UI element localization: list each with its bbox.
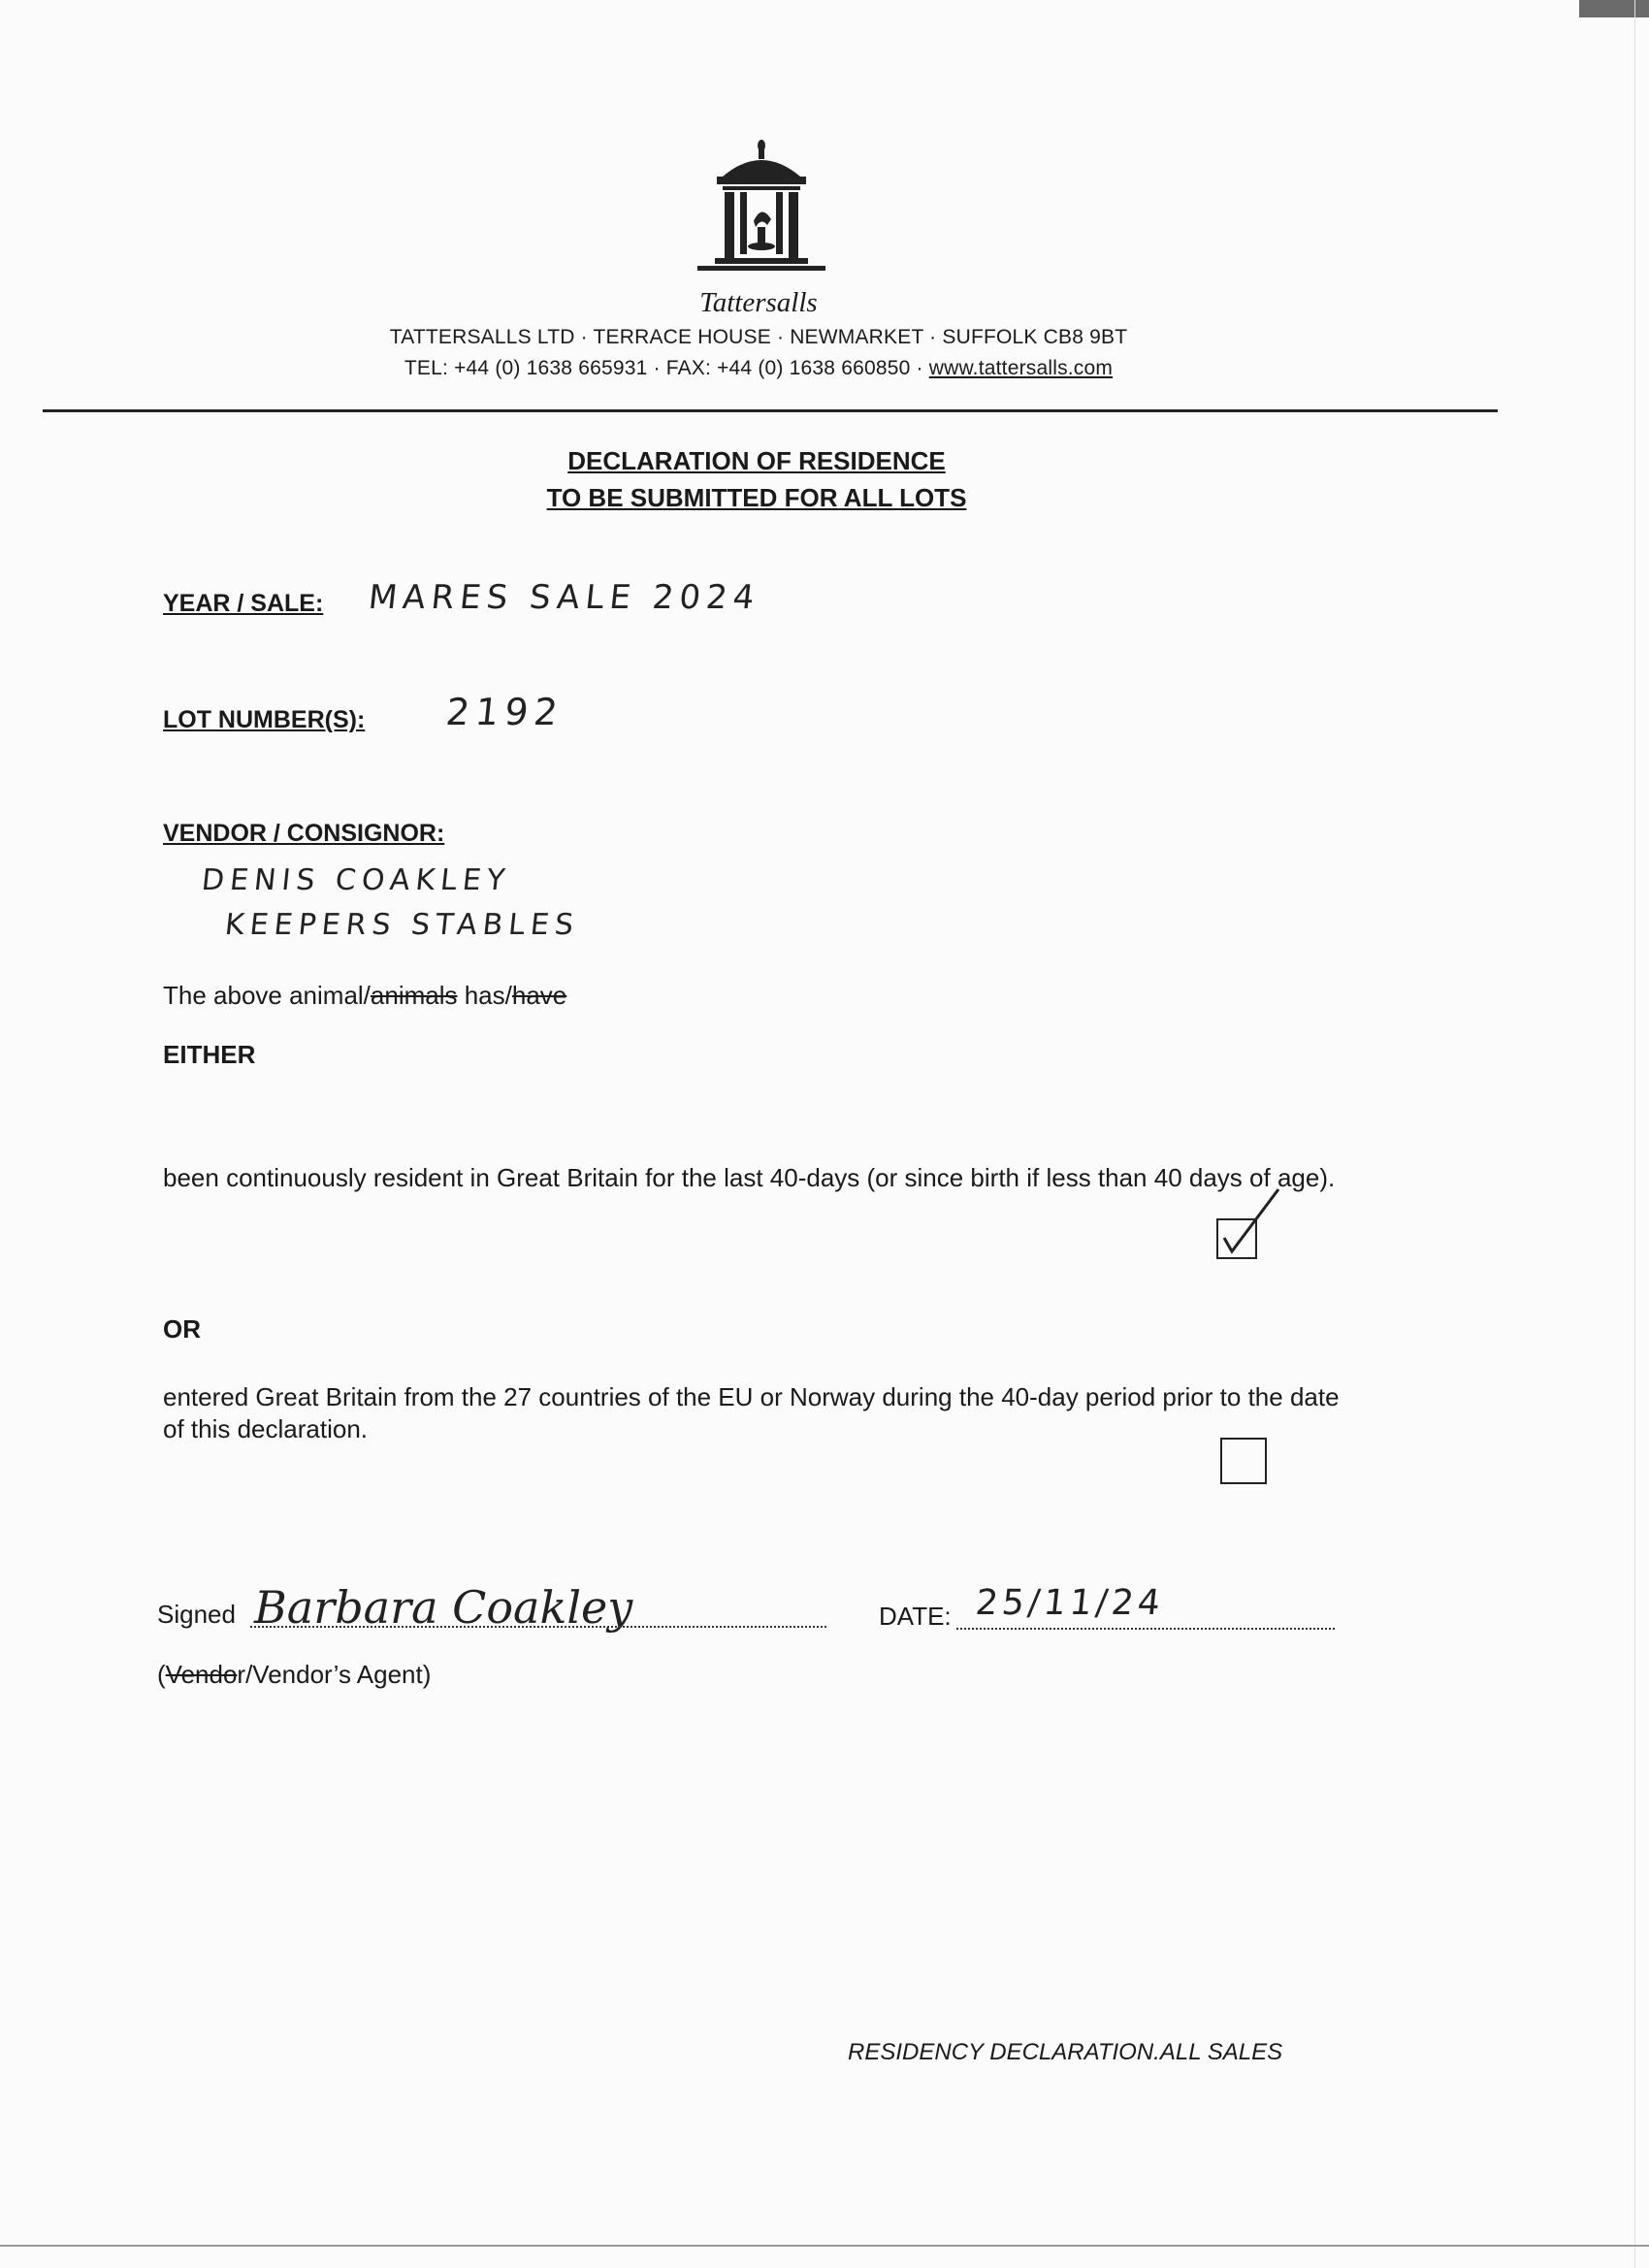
date-value[interactable]: 25/11/24 xyxy=(973,1583,1166,1623)
signature[interactable]: Barbara Coakley xyxy=(254,1581,633,1634)
intro-strike-animals: animals xyxy=(370,981,458,1010)
intro-text-b: has/ xyxy=(457,981,512,1010)
date-label: DATE: xyxy=(879,1602,952,1631)
address-line: TATTERSALLS LTD · TERRACE HOUSE · NEWMARKET · SUFFOLK CB8 9BT xyxy=(389,326,1128,348)
either-heading: EITHER xyxy=(163,1040,256,1069)
checkmark-icon xyxy=(1214,1187,1292,1255)
scan-edge-bottom xyxy=(0,2245,1649,2247)
option-1-text: been continuously resident in Great Britain for the last 40-days (or since birth if less than 40 days of age). xyxy=(163,1163,1336,1192)
header-divider xyxy=(43,409,1498,412)
scan-corner xyxy=(1579,0,1649,17)
vendor-label: VENDOR / CONSIGNOR: xyxy=(163,820,445,847)
option-1-checkbox[interactable] xyxy=(1216,1218,1257,1259)
lot-number-label: LOT NUMBER(S): xyxy=(163,706,366,733)
footer-reference: RESIDENCY DECLARATION.ALL SALES xyxy=(848,2039,1283,2065)
signatory-role xyxy=(157,1659,431,1691)
intro-strike-have: have xyxy=(511,981,567,1010)
statement-intro xyxy=(163,980,566,1012)
year-sale-label: YEAR / SALE: xyxy=(163,590,324,617)
role-strike-vendor: Vendo xyxy=(165,1660,238,1689)
scan-edge xyxy=(1634,0,1635,2268)
vendor-name[interactable]: DENIS COAKLEY xyxy=(200,863,512,897)
vendor-stables[interactable]: KEEPERS STABLES xyxy=(223,908,581,942)
intro-text-a: The above animal/ xyxy=(163,981,371,1010)
option-2-text: entered Great Britain from the 27 countries of the EU or Norway during the 40-day period prior to the date of this declaration. xyxy=(163,1382,1340,1443)
or-heading: OR xyxy=(163,1314,201,1344)
lot-number-value[interactable]: 2192 xyxy=(443,691,566,733)
document-title: DECLARATION OF RESIDENCE xyxy=(567,446,946,475)
document-subtitle: TO BE SUBMITTED FOR ALL LOTS xyxy=(546,483,967,512)
website-link[interactable]: www.tattersalls.com xyxy=(928,357,1114,379)
signature-line xyxy=(250,1626,826,1628)
phone-fax: TEL: +44 (0) 1638 665931 · FAX: +44 (0) 1638 660850 · xyxy=(404,357,929,379)
role-open: ( xyxy=(157,1660,166,1689)
brand-name: Tattersalls xyxy=(699,287,818,318)
contact-line xyxy=(0,357,1517,380)
year-sale-value[interactable]: MARES SALE 2024 xyxy=(366,578,762,617)
date-line xyxy=(956,1628,1335,1630)
signed-label: Signed xyxy=(157,1600,236,1629)
role-rest: r/Vendor’s Agent) xyxy=(237,1660,432,1689)
tattersalls-logo-icon xyxy=(694,136,829,281)
option-2-checkbox[interactable] xyxy=(1220,1438,1267,1484)
